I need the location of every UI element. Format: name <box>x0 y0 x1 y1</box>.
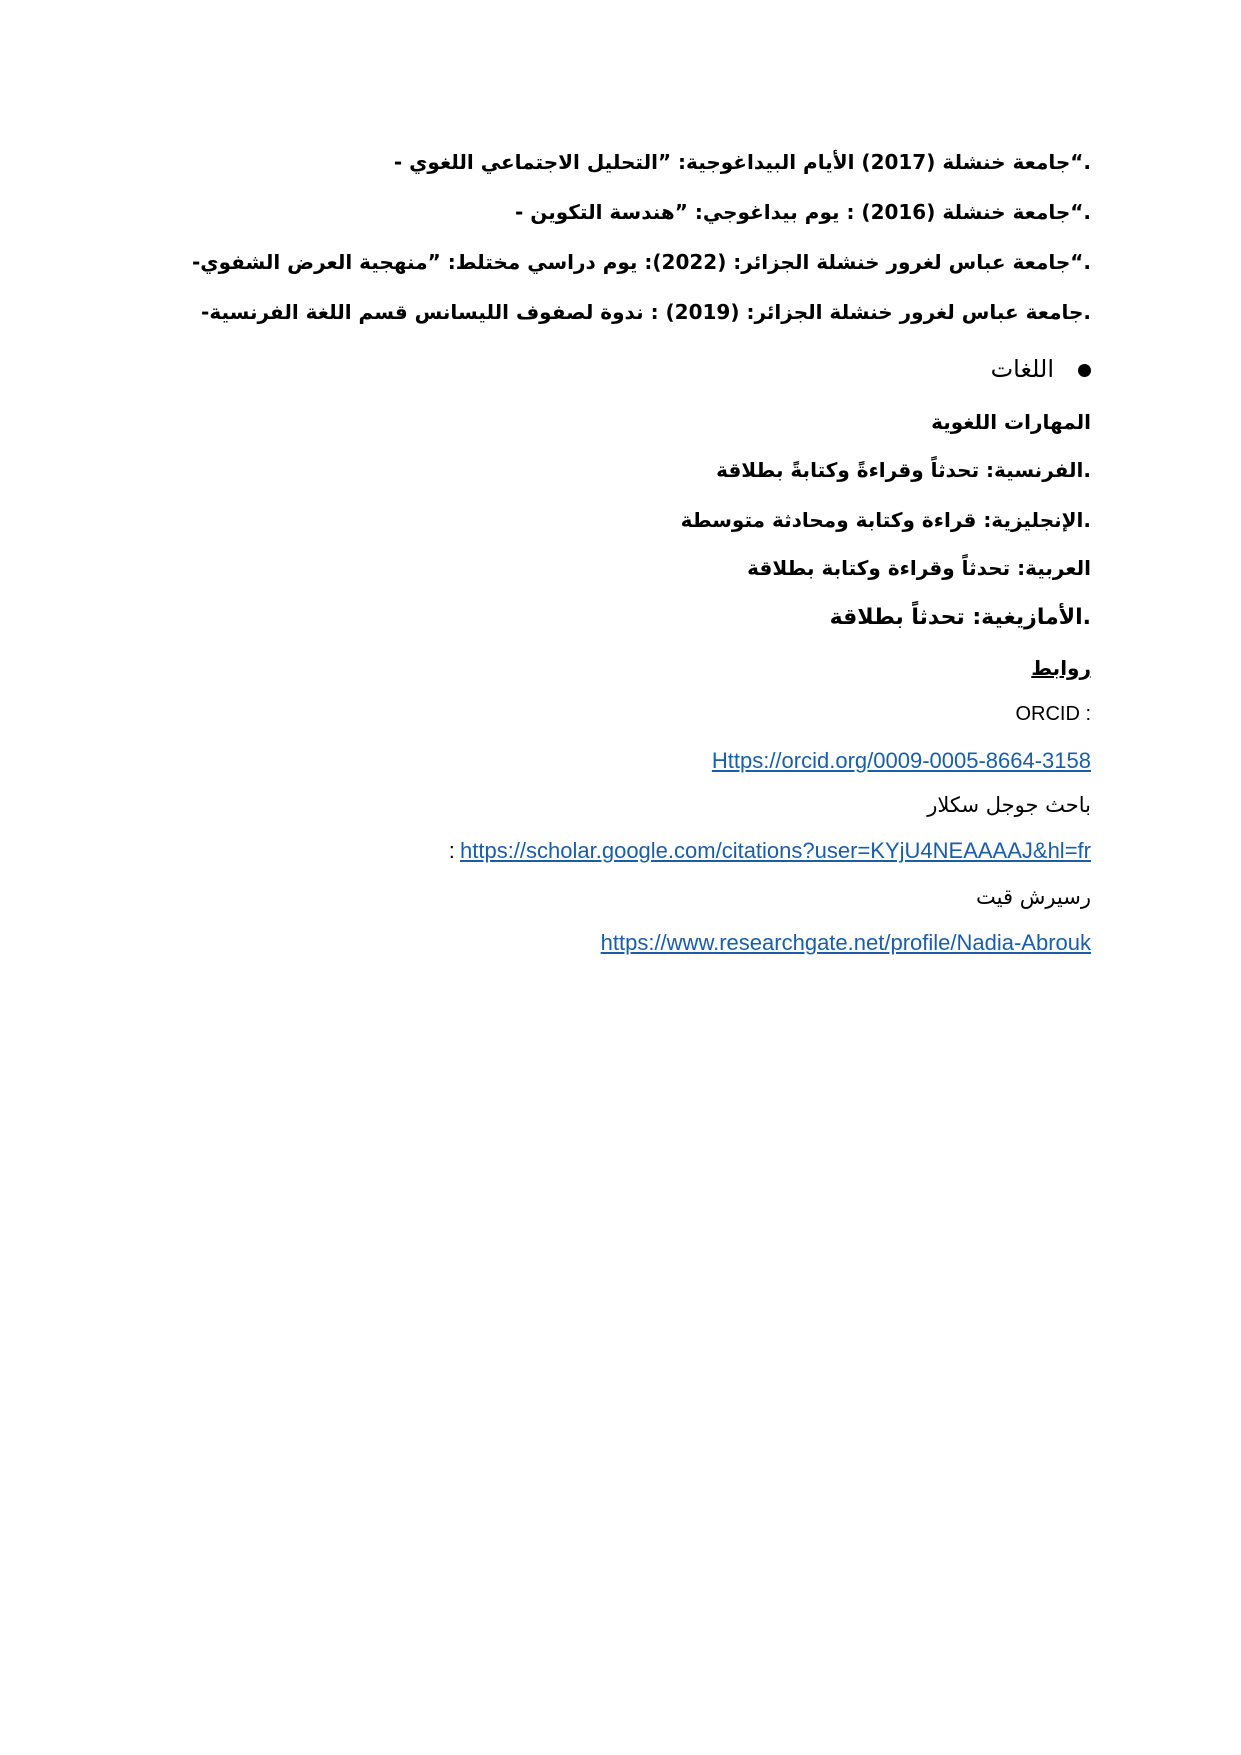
scholar-link-row <box>449 838 1091 864</box>
orcid-label: ORCID : <box>1015 703 1091 725</box>
languages-heading <box>991 355 1091 383</box>
language-english: .الإنجليزية: قراءة وكتابة ومحادثة متوسطة <box>680 508 1091 532</box>
language-french: .الفرنسية: تحدثاً وقراءةً وكتابةً بطلاقة <box>716 458 1091 482</box>
researchgate-link-row <box>601 930 1091 956</box>
language-skills-subheading: المهارات اللغوية <box>931 410 1091 434</box>
orcid-link-row <box>712 748 1091 774</box>
researchgate-label: رسيرش قيت <box>976 885 1091 909</box>
scholar-label: باحث جوجل سكلار <box>927 793 1091 817</box>
researchgate-link[interactable]: https://www.researchgate.net/profile/Nadia-Abrouk <box>600 930 1091 955</box>
scholar-prefix: : <box>448 838 455 863</box>
activity-line-2: .“جامعة خنشلة (2016) : يوم بيداغوجي: ”هندسة التكوين - <box>514 200 1091 224</box>
scholar-link[interactable]: https://scholar.google.com/citations?user=KYjU4NEAAAAJ&hl=fr <box>460 838 1091 863</box>
activity-line-4: .جامعة عباس لغرور خنشلة الجزائر: (2019) : ندوة لصفوف الليسانس قسم اللغة الفرنسية- <box>201 300 1091 324</box>
orcid-link[interactable]: Https://orcid.org/0009-0005-8664-3158 <box>711 748 1091 773</box>
language-amazigh: .الأمازيغية: تحدثاً بطلاقة <box>829 605 1091 630</box>
bullet-icon <box>1078 364 1091 377</box>
languages-heading-text: اللغات <box>990 355 1054 383</box>
activity-line-1: .“جامعة خنشلة (2017) الأيام البيداغوجية: ”التحليل الاجتماعي اللغوي - <box>393 150 1091 174</box>
language-arabic: العربية: تحدثاً وقراءة وكتابة بطلاقة <box>747 556 1091 580</box>
links-heading: روابط <box>1031 656 1091 680</box>
activity-line-3: .“جامعة عباس لغرور خنشلة الجزائر: (2022): يوم دراسي مختلط: ”منهجية العرض الشفوي- <box>191 250 1091 274</box>
